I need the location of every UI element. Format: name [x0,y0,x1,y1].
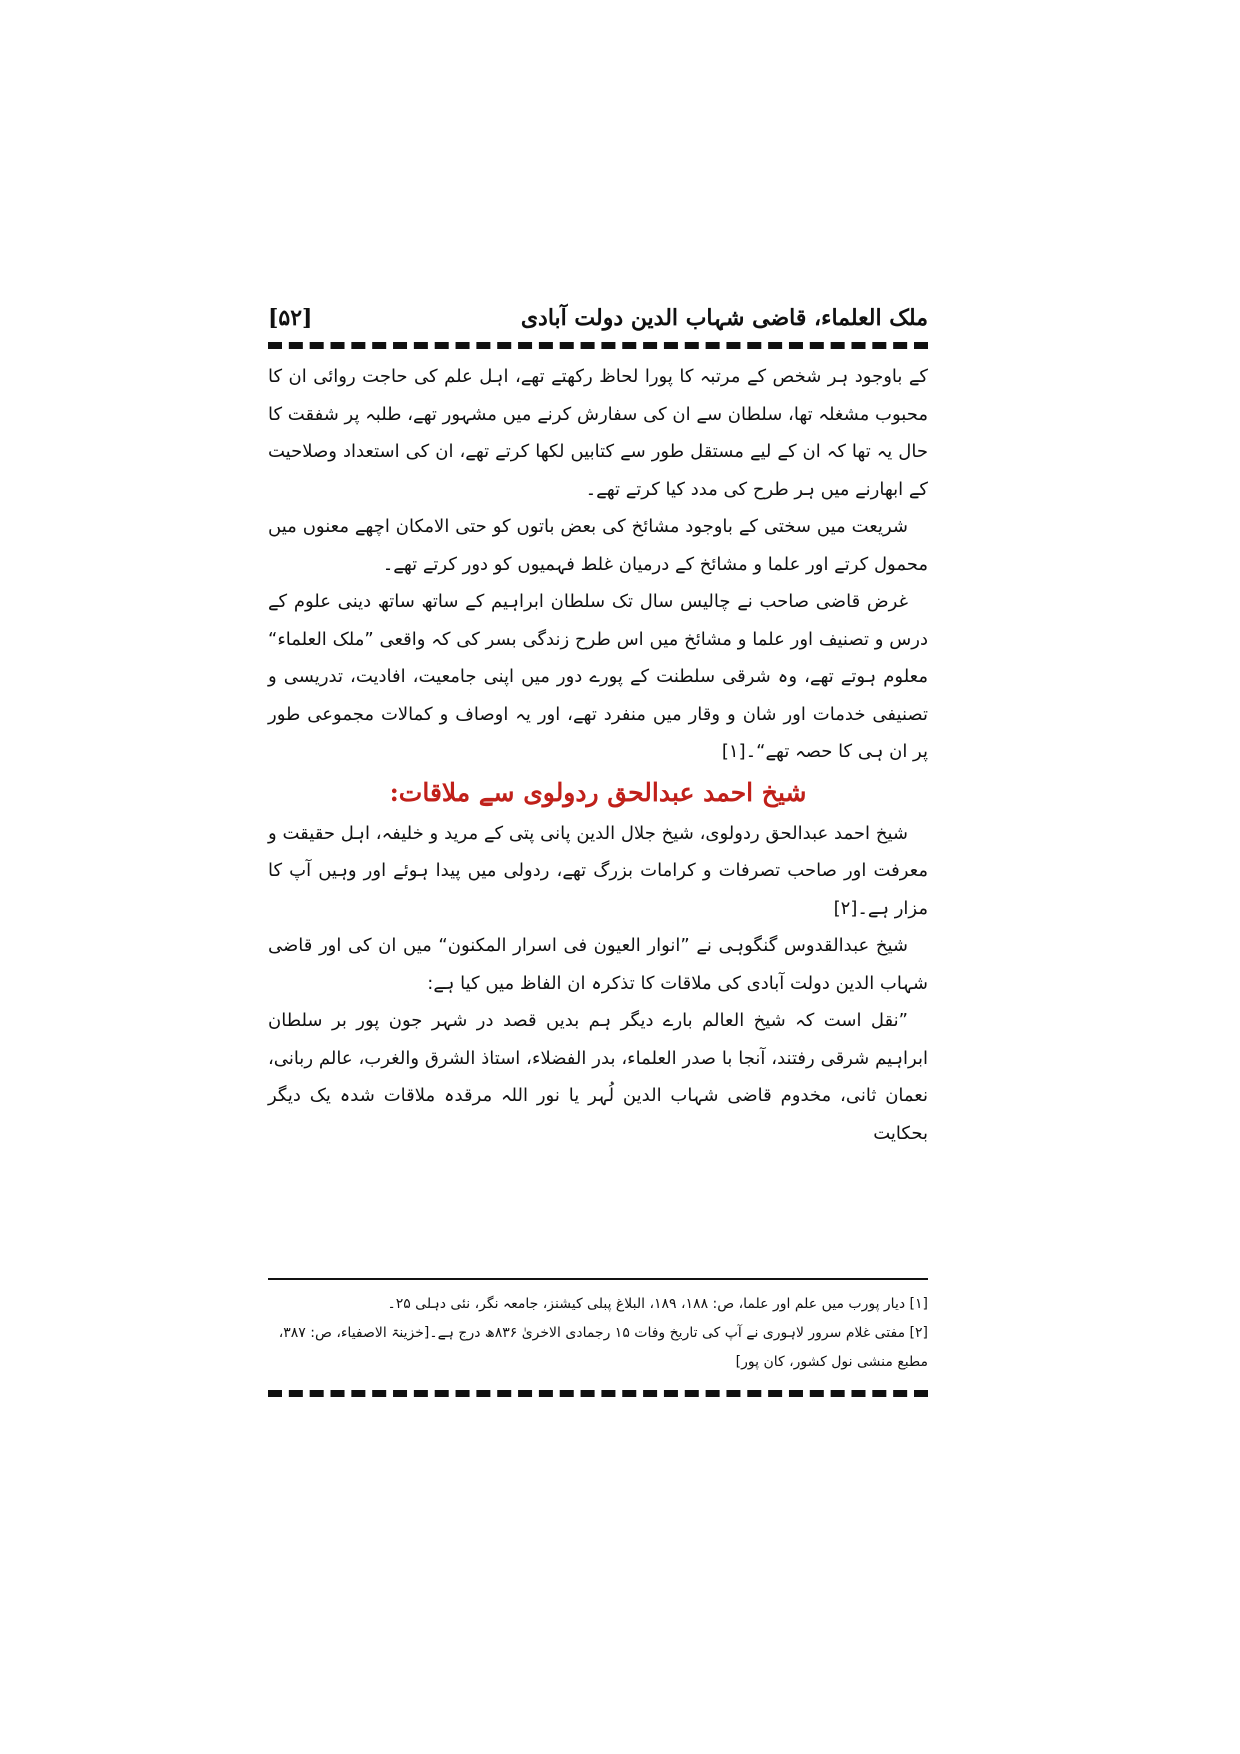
paragraph-3: غرض قاضی صاحب نے چالیس سال تک سلطان ابراہیم کے ساتھ ساتھ دینی علوم کے درس و تصنیف اور علما و مشائخ میں اس طرح زندگی بسر کی کہ واقعی ”ملک العلماء“ معلوم ہوتے تھے، وہ شرقی سلطنت کے پورے دور میں اپنی جامعیت، افادیت، تدریسی و تصنیفی خدمات اور شان و وقار میں منفرد تھے، اور یہ اوصاف و کمالات مجموعی طور پر ان ہی کا حصہ تھے“۔[۱] [268,591,928,762]
footnote-2: [۲] مفتی غلام سرور لاہوری نے آپ کی تاریخ وفات ۱۵ رجمادی الاخریٰ ۸۳۶ھ درج ہے۔[خزینۃ الاصفیاء، ص: ۳۸۷، مطبع منشی نول کشور، کان پور] [278,1325,928,1370]
footnote-separator [268,1278,928,1280]
paragraph-1: کے باوجود ہر شخص کے مرتبہ کا پورا لحاظ رکھتے تھے، اہل علم کی حاجت روائی ان کا محبوب مشغلہ تھا، سلطان سے ان کی سفارش کرنے میں مشہور تھے، طلبہ پر شفقت کا حال یہ تھا کہ ان کے لیے مستقل طور سے کتابیں لکھا کرتے تھے، ان کی استعداد وصلاحیت کے ابھارنے میں ہر طرح کی مدد کیا کرتے تھے۔ [268,366,928,500]
footnotes [268,1290,928,1377]
paragraph-2: شریعت میں سختی کے باوجود مشائخ کی بعض باتوں کو حتی الامکان اچھے معنوں میں محمول کرتے اور علما و مشائخ کے درمیان غلط فہمیوں کو دور کرتے تھے۔ [268,516,928,575]
running-title: ملک العلماء، قاضی شہاب الدین دولت آبادی [520,305,928,331]
book-page [268,300,928,1420]
footnote-1: [۱] دیار پورب میں علم اور علما، ص: ۱۸۸، ۱۸۹، البلاغ پبلی کیشنز، جامعہ نگر، نئی دہلی ۲۵۔ [387,1296,928,1312]
paragraph-4: شیخ احمد عبدالحق ردولوی، شیخ جلال الدین پانی پتی کے مرید و خلیفہ، اہل حقیقت و معرفت اور صاحب تصرفات و کرامات بزرگ تھے، ردولی میں پیدا ہوئے اور وہیں آپ کا مزار ہے۔[۲] [268,822,928,919]
paragraph-6-quote: ”نقل است کہ شیخ العالم بارے دیگر ہم بدیں قصد در شہر جون پور بر سلطان ابراہیم شرقی رفتند، آنجا با صدر العلماء، بدر الفضلاء، استاذ الشرق والغرب، عالم ربانی، نعمان ثانی، مخدوم قاضی شہاب الدین لُہر یا نور اللہ مرقدہ ملاقات شدہ یک دیگر بحکایت [268,1010,928,1144]
body-text [268,358,928,1152]
header-dashed-rule [268,342,928,349]
page-number: [۵۲] [268,305,313,331]
footer-dashed-rule [268,1390,928,1397]
paragraph-5: شیخ عبدالقدوس گنگوہی نے ”انوار العیون فی اسرار المکنون“ میں ان کی اور قاضی شہاب الدین دولت آبادی کی ملاقات کا تذکرہ ان الفاظ میں کیا ہے: [268,935,928,994]
section-heading: شیخ احمد عبدالحق ردولوی سے ملاقات: [389,777,807,807]
page-header [268,300,928,336]
